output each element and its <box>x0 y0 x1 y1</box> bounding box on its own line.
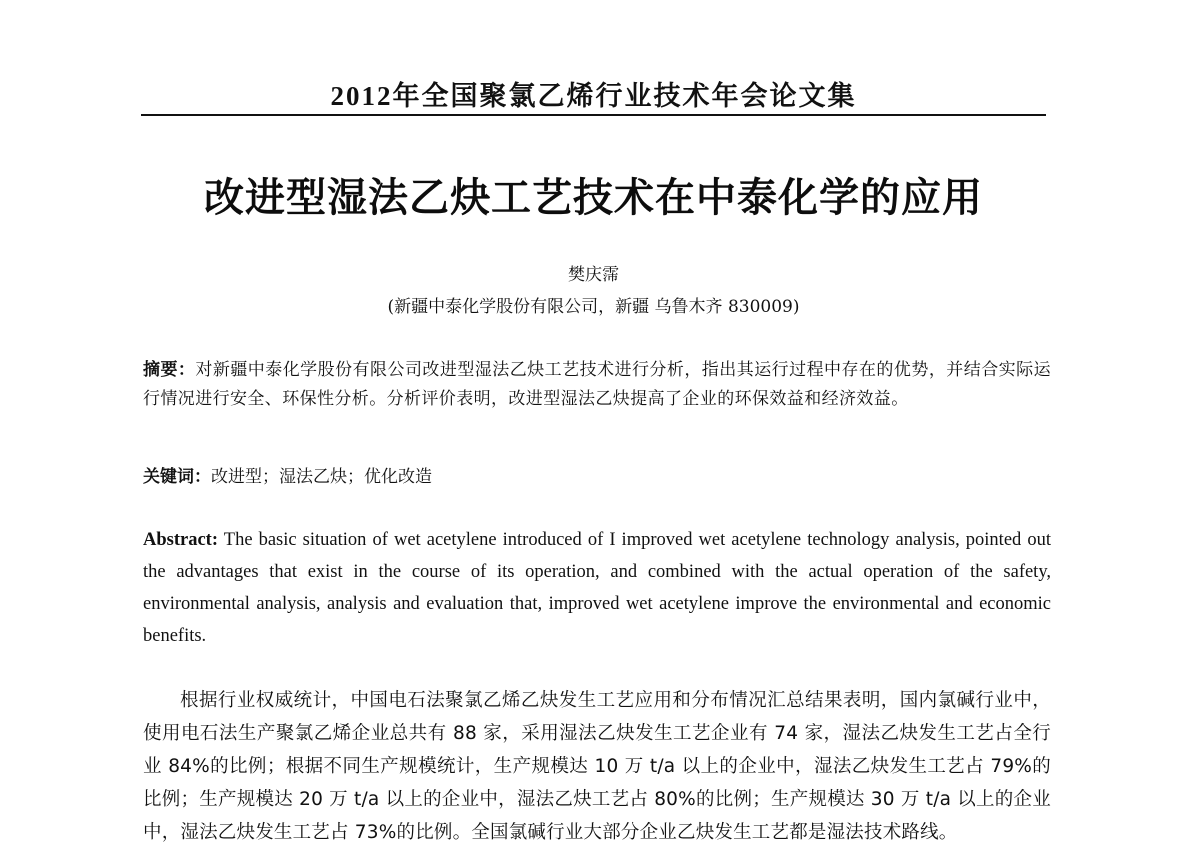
chinese-abstract-text: 对新疆中泰化学股份有限公司改进型湿法乙炔工艺技术进行分析，指出其运行过程中存在的优势，并结合实际运行情况进行安全、环保性分析。分析评价表明，改进型湿法乙炔提高了企业的环保效益和经济效益。 <box>143 360 1051 409</box>
english-abstract-label: Abstract: <box>143 530 219 550</box>
paper-title: 改进型湿法乙炔工艺技术在中泰化学的应用 <box>204 175 983 221</box>
english-abstract-text: The basic situation of wet acetylene introduced of I improved wet acetylene technology analysis, pointed out the advantages that exist in the course of its operation, and combined with the actual operation of the safety, environmental analysis, analysis and evaluation that, improved wet acetylene improve the environmental and economic benefits. <box>143 530 1051 646</box>
body-paragraph: 根据行业权威统计，中国电石法聚氯乙烯乙炔发生工艺应用和分布情况汇总结果表明，国内氯碱行业中，使用电石法生产聚氯乙烯企业总共有 88 家，采用湿法乙炔发生工艺企业有 74 家，湿法乙炔发生工艺占全行业 84%的比例；根据不同生产规模统计，生产规模达 10 万 t/a 以上的企业中，湿法乙炔发生工艺占 79%的比例；生产规模达 20 万 t/a 以上的企业中，湿法乙炔工艺占 80%的比例；生产规模达 30 万 t/a 以上的企业中，湿法乙炔发生工艺占 73%的比例。全国氯碱行业大部分企业乙炔发生工艺都是湿法技术路线。 <box>143 690 1051 843</box>
running-header: 2012年全国聚氯乙烯行业技术年会论文集 <box>330 81 857 111</box>
author-name: 樊庆霈 <box>568 265 619 285</box>
english-abstract <box>143 524 1051 652</box>
chinese-abstract <box>143 356 1051 414</box>
author-affiliation: (新疆中泰化学股份有限公司，新疆 乌鲁木齐 830009) <box>387 297 800 317</box>
keywords-text: 改进型；湿法乙炔；优化改造 <box>211 467 432 487</box>
header-rule <box>141 114 1046 116</box>
keywords <box>143 464 1051 490</box>
chinese-abstract-label: 摘要： <box>143 360 196 380</box>
keywords-label: 关键词： <box>143 467 211 487</box>
